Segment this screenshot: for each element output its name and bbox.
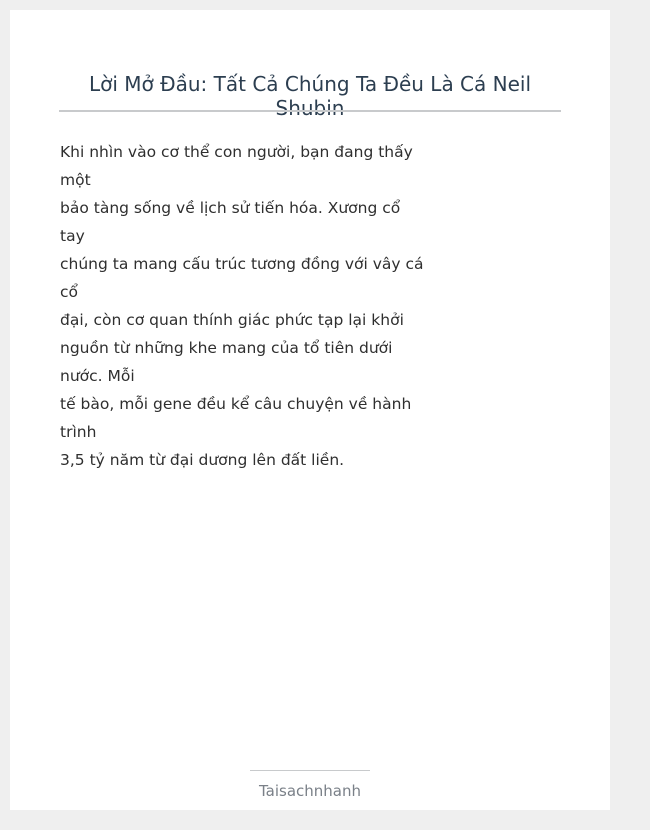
footer-divider: [250, 770, 370, 771]
body-line: đại, còn cơ quan thính giác phức tạp lại khởi: [60, 311, 404, 329]
body-line: nguồn từ những khe mang của tổ tiên dưới: [60, 339, 393, 357]
body-line: Khi nhìn vào cơ thể con người, bạn đang thấy: [60, 143, 413, 161]
document-page: [10, 10, 610, 810]
body-line: trình: [60, 423, 97, 441]
body-line: cổ: [60, 283, 79, 301]
body-line: chúng ta mang cấu trúc tương đồng với vây cá: [60, 255, 424, 273]
body-line: một: [60, 171, 91, 189]
body-line: nước. Mỗi: [60, 367, 135, 385]
body-line: bảo tàng sống về lịch sử tiến hóa. Xương cổ: [60, 199, 401, 217]
body-line: 3,5 tỷ năm từ đại dương lên đất liền.: [60, 451, 345, 469]
page-title: Lời Mở Đầu: Tất Cả Chúng Ta Đều Là Cá Neil Shubin: [88, 72, 532, 120]
body-paragraph: [60, 138, 424, 474]
body-line: tế bào, mỗi gene đều kể câu chuyện về hành: [60, 395, 412, 413]
body-line: tay: [60, 227, 85, 245]
footer-brand: Taisachnhanh: [258, 782, 362, 800]
title-divider: [59, 110, 561, 112]
